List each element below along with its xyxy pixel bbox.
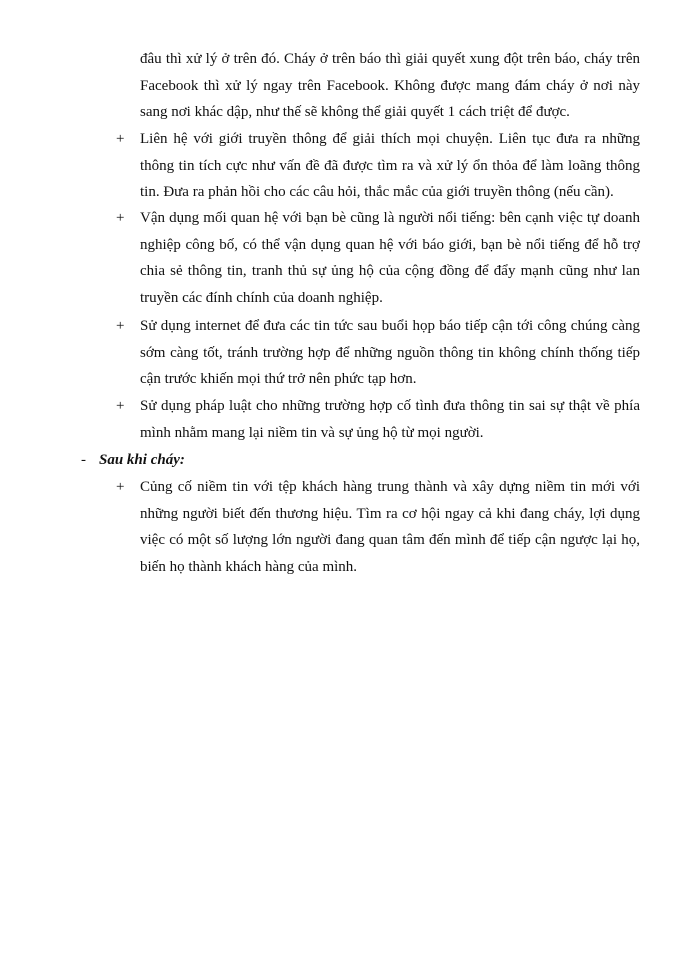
bullet-marker: + <box>116 210 125 226</box>
bullet-item-internet: Sử dụng internet để đưa các tin tức sau buổi họp báo tiếp cận tới công chúng càng sớm càng tốt, tránh trường hợp để những nguồn thông tin không chính thống tiếp cận trước khiến mọi thứ trở nên phức tạp hơn. <box>140 318 640 387</box>
bullet-item-media: Liên hệ với giới truyền thông để giải thích mọi chuyện. Liên tục đưa ra những thông tin tích cực như vấn đề đã được tìm ra và xử lý ổn thỏa để làm loãng thông tin. Đưa ra phản hồi cho các câu hỏi, thắc mắc của giới truyền thông (nếu cần). <box>140 131 640 200</box>
bullet-item-after: Củng cố niềm tin với tệp khách hàng trung thành và xây dựng niềm tin mới với những người biết đến thương hiệu. Tìm ra cơ hội ngay cả khi đang cháy, lợi dụng việc có một số lượng lớn người đang quan tâm đến mình để tiếp cận ngược lại họ, biến họ thành khách hàng của mình. <box>140 479 640 575</box>
bullet-marker: + <box>116 318 125 334</box>
dash-marker: - <box>81 452 86 468</box>
bullet-marker: + <box>116 131 125 147</box>
continuation-paragraph: đâu thì xử lý ở trên đó. Cháy ở trên báo thì giải quyết xung đột trên báo, cháy trên Facebook thì xử lý ngay trên Facebook. Không được mang đám cháy ở nơi này sang nơi khác dập, như thế sẽ không thể giải quyết 1 cách triệt để được. <box>140 51 640 120</box>
bullet-item-relations: Vận dụng mối quan hệ với bạn bè cũng là người nổi tiếng: bên cạnh việc tự doanh nghiệp công bố, có thể vận dụng quan hệ với báo giới, bạn bè nổi tiếng để hỗ trợ chia sẻ thông tin, tranh thủ sự ủng hộ của cộng đồng để đẩy mạnh cũng như lan truyền các đính chính của doanh nghiệp. <box>140 210 640 306</box>
bullet-item-law: Sử dụng pháp luật cho những trường hợp cố tình đưa thông tin sai sự thật về phía mình nhằm mang lại niềm tin và sự ủng hộ từ mọi người. <box>140 398 640 441</box>
bullet-marker: + <box>116 398 125 414</box>
section-heading-after: Sau khi cháy: <box>99 452 185 468</box>
bullet-marker: + <box>116 479 125 495</box>
